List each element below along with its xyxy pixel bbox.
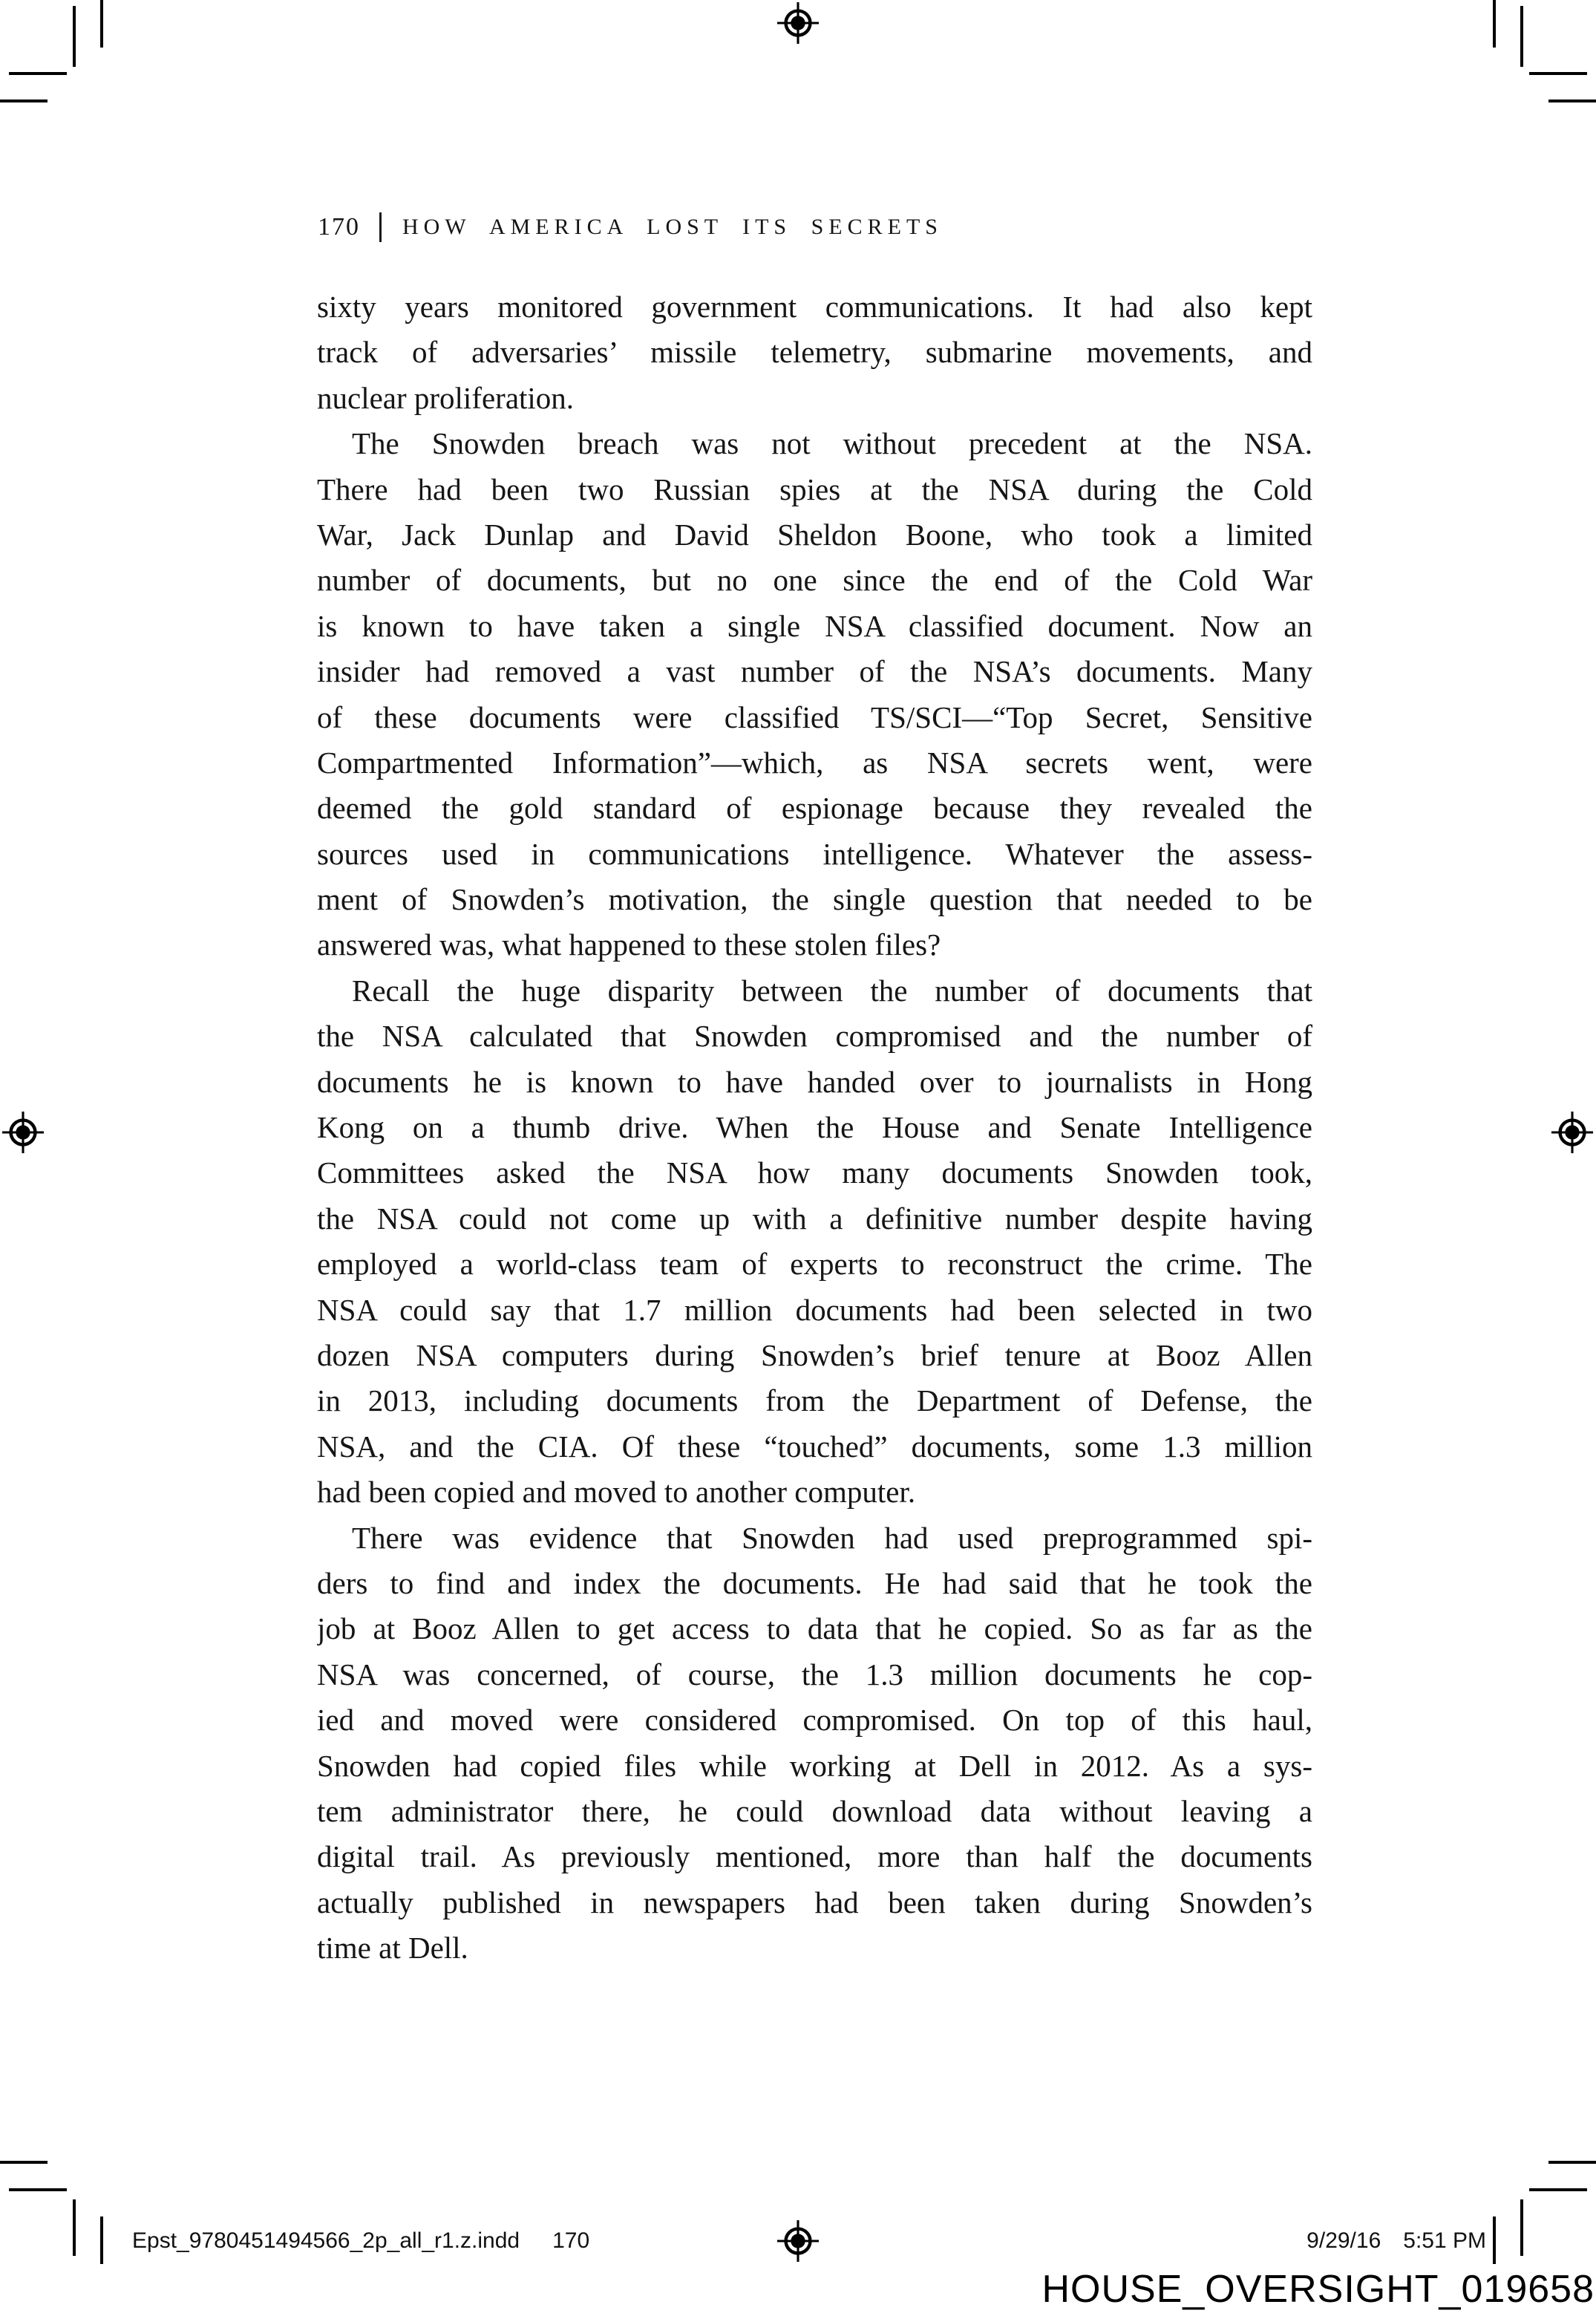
slug-filename: Epst_9780451494566_2p_all_r1.z.indd: [132, 2228, 520, 2253]
text-line: number of documents, but no one since the end of the Cold War: [317, 563, 1312, 598]
text-line: deemed the gold standard of espionage because they revealed the: [317, 791, 1312, 826]
text-line: There had been two Russian spies at the NSA during the Cold: [317, 472, 1312, 506]
text-line: tem administrator there, he could download data without leaving a: [317, 1793, 1312, 1828]
crop-mark: [0, 100, 48, 102]
text-line: dozen NSA computers during Snowden’s brief tenure at Booz Allen: [317, 1337, 1312, 1372]
text-line: nuclear proliferation.: [317, 380, 575, 415]
text-line: digital trail. As previously mentioned, more than half the documents: [317, 1839, 1312, 1874]
text-line: War, Jack Dunlap and David Sheldon Boone, who took a limited: [317, 517, 1312, 552]
text-line: employed a world-class team of experts to reconstruct the crime. The: [317, 1247, 1312, 1282]
crop-mark: [73, 6, 76, 67]
registration-mark-icon: [1, 1111, 45, 1154]
text-line: NSA was concerned, of course, the 1.3 million documents he cop-: [317, 1657, 1312, 1692]
crop-mark: [1520, 2199, 1523, 2256]
crop-mark: [73, 2199, 76, 2256]
text-line: ied and moved were considered compromised. On top of this haul,: [317, 1703, 1312, 1738]
bates-stamp: HOUSE_OVERSIGHT_019658: [1041, 2268, 1595, 2311]
running-head: [318, 212, 943, 242]
header-divider: [379, 212, 382, 242]
crop-mark: [100, 0, 103, 48]
text-line: insider had removed a vast number of the NSA’s documents. Many: [317, 654, 1312, 689]
text-line: time at Dell.: [317, 1931, 468, 1966]
registration-mark-icon: [1551, 1111, 1594, 1154]
text-line: of these documents were classified TS/SCI—“Top Secret, Sensitive: [317, 699, 1312, 734]
crop-mark: [1529, 72, 1587, 75]
running-title: HOW AMERICA LOST ITS SECRETS: [402, 215, 943, 239]
slug-time: 5:51 PM: [1403, 2228, 1486, 2253]
slug-date: 9/29/16: [1306, 2228, 1381, 2253]
text-line: in 2013, including documents from the Department of Defense, the: [317, 1383, 1312, 1418]
text-line: NSA, and the CIA. Of these “touched” documents, some 1.3 million: [317, 1429, 1312, 1464]
slug-line-right: [1306, 2228, 1486, 2254]
crop-mark: [9, 72, 67, 75]
text-line: the NSA calculated that Snowden compromised and the number of: [317, 1019, 1312, 1054]
text-line: Snowden had copied files while working at Dell in 2012. As a sys-: [317, 1748, 1312, 1783]
crop-mark: [9, 2188, 67, 2191]
text-line: Committees asked the NSA how many documents Snowden took,: [317, 1155, 1312, 1190]
text-line: answered was, what happened to these stolen files?: [317, 927, 941, 962]
text-line: ders to find and index the documents. He had said that he took the: [317, 1565, 1312, 1600]
slug-page-number: 170: [552, 2228, 590, 2253]
text-line: NSA could say that 1.7 million documents had been selected in two: [317, 1292, 1312, 1327]
slug-line-left: [132, 2228, 589, 2254]
crop-mark: [1520, 6, 1523, 67]
registration-mark-icon: [776, 2219, 820, 2263]
crop-mark: [1548, 100, 1596, 102]
text-line: had been copied and moved to another computer.: [317, 1475, 916, 1510]
text-line: actually published in newspapers had been taken during Snowden’s: [317, 1885, 1312, 1919]
page-number: 170: [318, 213, 360, 241]
text-line: the NSA could not come up with a definitive number despite having: [317, 1201, 1312, 1236]
text-line: job at Booz Allen to get access to data that he copied. So as far as the: [317, 1611, 1312, 1646]
text-line: Recall the huge disparity between the number of documents that: [352, 973, 1312, 1008]
text-line: There was evidence that Snowden had used preprogrammed spi-: [352, 1520, 1312, 1555]
text-line: The Snowden breach was not without precedent at the NSA.: [352, 426, 1312, 461]
crop-mark: [1493, 2216, 1496, 2264]
crop-mark: [0, 2161, 48, 2164]
text-line: Kong on a thumb drive. When the House and Senate Intelligence: [317, 1110, 1312, 1145]
registration-mark-icon: [776, 1, 820, 45]
text-line: sixty years monitored government communications. It had also kept: [317, 290, 1312, 324]
text-line: is known to have taken a single NSA classified document. Now an: [317, 608, 1312, 643]
text-line: sources used in communications intelligence. Whatever the assess-: [317, 836, 1312, 871]
crop-mark: [1529, 2188, 1587, 2191]
crop-mark: [100, 2216, 103, 2264]
text-line: Compartmented Information”—which, as NSA secrets went, were: [317, 745, 1312, 780]
body-text: [317, 284, 1312, 1971]
crop-mark: [1548, 2161, 1596, 2164]
crop-mark: [1493, 0, 1496, 48]
text-line: track of adversaries’ missile telemetry, submarine movements, and: [317, 335, 1312, 370]
text-line: ment of Snowden’s motivation, the single question that needed to be: [317, 882, 1312, 917]
text-line: documents he is known to have handed over to journalists in Hong: [317, 1064, 1312, 1099]
